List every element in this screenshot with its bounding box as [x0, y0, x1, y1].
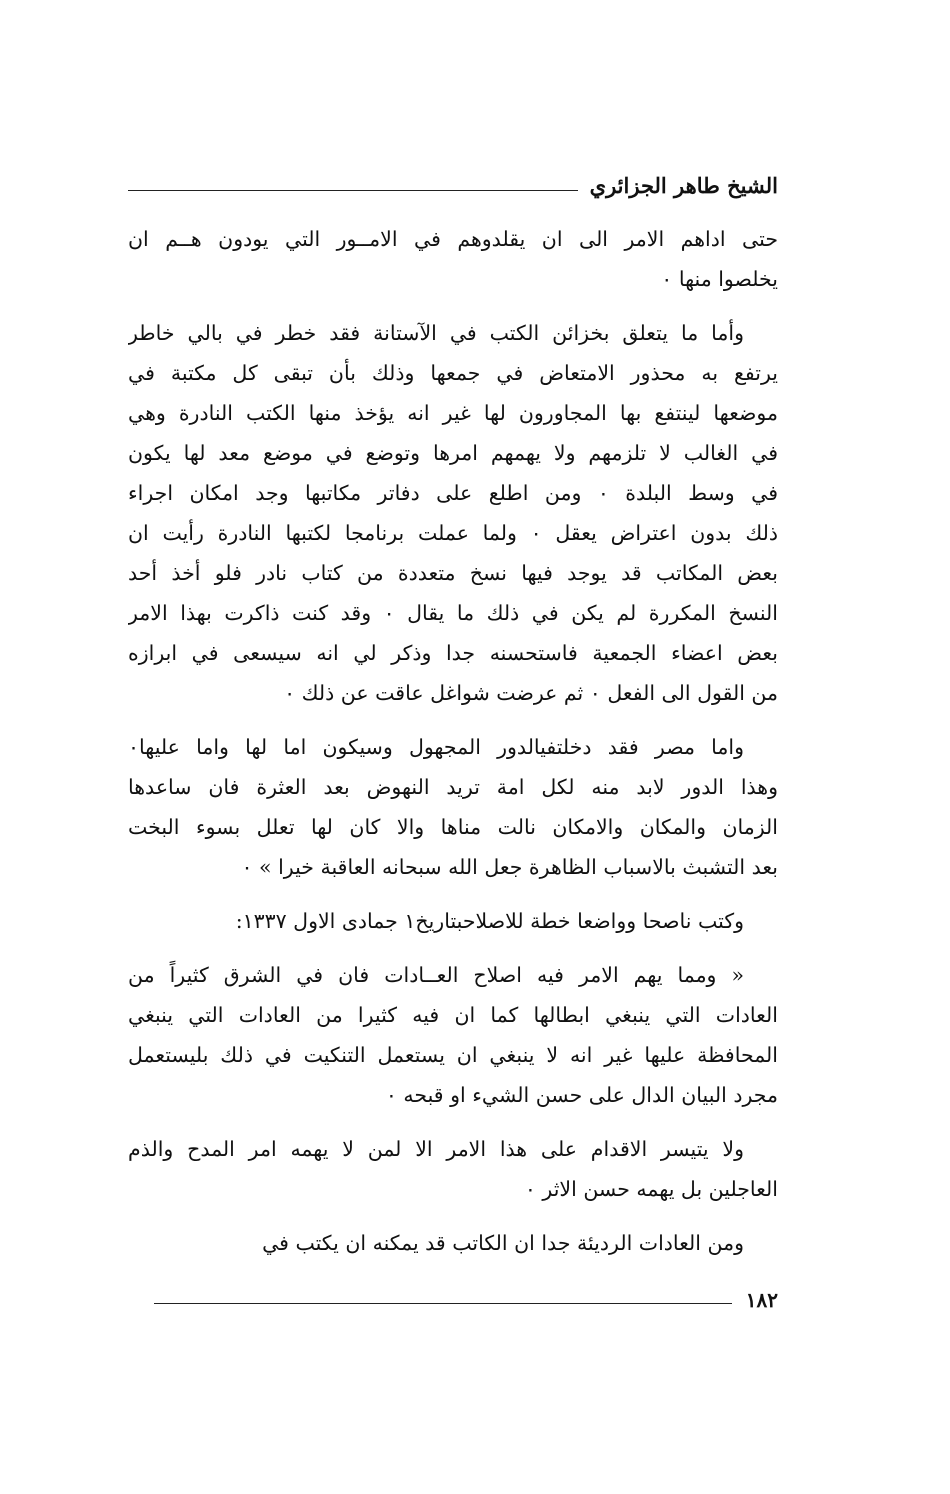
- text-line: بعض اعضاء الجمعية فاستحسنه جدا وذكر لي انه سيسعى في ابرازه: [128, 641, 778, 665]
- text-line: في وسط البلدة ٠ ومن اطلع على دفاتر مكاتبها وجد امكان اجراء: [128, 481, 778, 505]
- text-line: ذلك بدون اعتراض يعقل ٠ ولما عملت برنامجا لكتبها النادرة رأيت ان: [128, 521, 778, 545]
- running-header: [128, 165, 778, 205]
- text-line: موضعها لينتفع بها المجاورون لها غير انه يؤخذ منها الكتب النادرة وهي: [128, 401, 778, 425]
- header-rule: [128, 190, 578, 191]
- paragraph-gap: [128, 299, 778, 313]
- paragraph-gap: [128, 1115, 778, 1129]
- book-page: [128, 165, 778, 1263]
- text-line: من القول الى الفعل ٠ ثم عرضت شواغل عاقت عن ذلك ٠: [284, 681, 778, 705]
- footer-rule: [154, 1303, 732, 1304]
- page-number: ١٨٢: [745, 1288, 778, 1312]
- text-line: وكتب ناصحا وواضعا خطة للاصلاحبتاريخ١ جمادى الاول ١٣٣٧:: [235, 909, 744, 933]
- text-line: واما مصر فقد دخلتفيالدور المجهول وسيكون اما لها واما عليها٠: [128, 735, 745, 759]
- paragraph: [128, 313, 778, 713]
- paragraph: [128, 901, 778, 941]
- text-line: النسخ المكررة لم يكن في ذلك ما يقال ٠ وقد كنت ذاكرت بهذا الامر: [128, 601, 778, 625]
- text-line: يخلصوا منها ٠: [661, 267, 778, 291]
- text-line: في الغالب لا تلزمهم ولا يهمهم امرها وتوضع في موضع معد لها يكون: [128, 441, 778, 465]
- text-line: العادات التي ينبغي ابطالها كما ان فيه كثيرا من العادات التي ينبغي: [128, 1003, 778, 1027]
- body-text: [128, 219, 778, 1263]
- text-line: ومن العادات الرديئة جدا ان الكاتب قد يمكنه ان يكتب في: [262, 1231, 744, 1255]
- text-line: بعض المكاتب قد يوجد فيها نسخ متعددة من كتاب نادر فلو أخذ أحد: [128, 561, 778, 585]
- text-line: « ومما يهم الامر فيه اصلاح العــادات فان في الشرق كثيراً من: [128, 963, 744, 987]
- text-line: مجرد البيان الدال على حسن الشيء او قبحه ٠: [385, 1083, 778, 1107]
- paragraph-gap: [128, 1209, 778, 1223]
- text-line: بعد التشبث بالاسباب الظاهرة جعل الله سبحانه العاقبة خيرا » ٠: [241, 855, 778, 879]
- text-line: يرتفع به محذور الامتعاض في جمعها وذلك بأن تبقى كل مكتبة في: [128, 361, 778, 385]
- text-line: الزمان والمكان والامكان نالت مناها والا كان لها تعلل بسوء البخت: [128, 815, 778, 839]
- paragraph: [128, 1223, 778, 1263]
- paragraph-gap: [128, 941, 778, 955]
- paragraph-gap: [128, 887, 778, 901]
- text-line: المحافظة عليها غير انه لا ينبغي ان يستعمل التنكيت في ذلك بليستعمل: [128, 1043, 778, 1067]
- text-line: العاجلين بل يهمه حسن الاثر ٠: [524, 1177, 778, 1201]
- paragraph-gap: [128, 713, 778, 727]
- running-header-title: الشيخ طاهر الجزائري: [589, 172, 778, 198]
- text-line: حتى اداهم الامر الى ان يقلدوهم في الامــور التي يودون هــم ان: [128, 227, 778, 251]
- text-line: وهذا الدور لابد منه لكل امة تريد النهوض بعد العثرة فان ساعدها: [128, 775, 778, 799]
- text-line: وأما ما يتعلق بخزائن الكتب في الآستانة فقد خطر في بالي خاطر: [128, 321, 744, 345]
- paragraph: [128, 219, 778, 299]
- paragraph: [128, 727, 778, 887]
- page-footer: [128, 1285, 778, 1315]
- paragraph: [128, 1129, 778, 1209]
- text-line: ولا يتيسر الاقدام على هذا الامر الا لمن لا يهمه امر المدح والذم: [128, 1137, 744, 1161]
- paragraph: [128, 955, 778, 1115]
